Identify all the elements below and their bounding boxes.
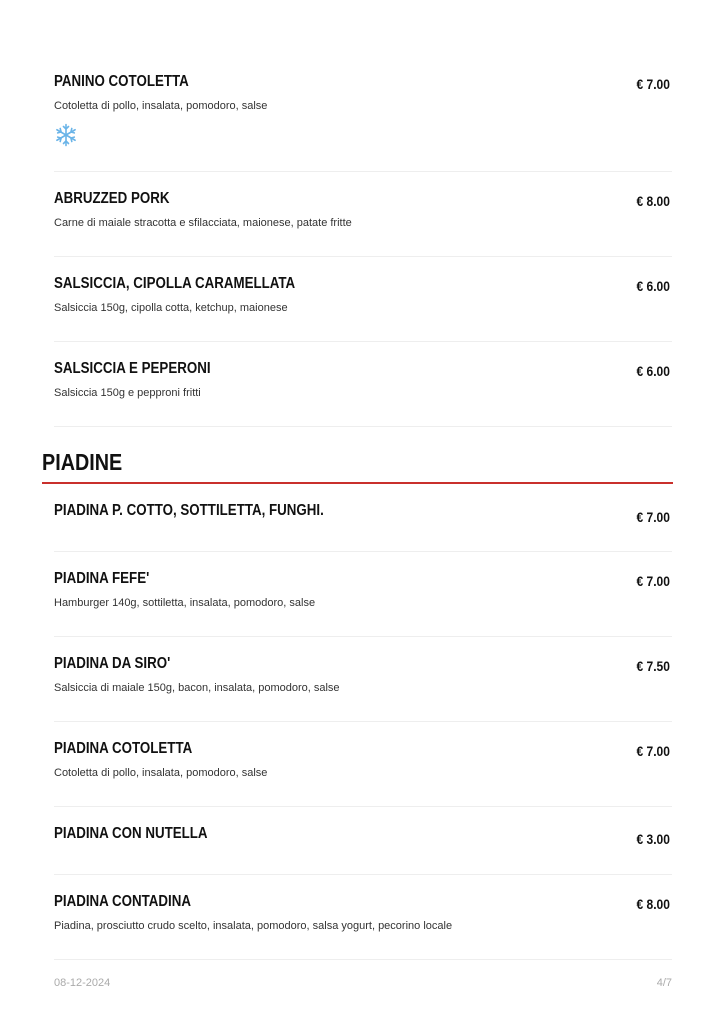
item-name: PIADINA DA SIRO' xyxy=(54,655,171,672)
item-description: Cotoletta di pollo, insalata, pomodoro, salse xyxy=(54,767,268,779)
snowflake-icon xyxy=(54,123,78,147)
page-number: 4/7 xyxy=(656,977,672,989)
menu-item xyxy=(54,502,672,552)
menu-item xyxy=(54,655,672,722)
menu-item xyxy=(54,825,672,875)
menu-item xyxy=(54,570,672,637)
section-divider xyxy=(42,482,673,484)
item-description: Piadina, prosciutto crudo scelto, insalata, pomodoro, salsa yogurt, pecorino locale xyxy=(54,920,453,932)
item-price: € 6.00 xyxy=(636,278,670,294)
item-price: € 7.00 xyxy=(636,743,670,759)
item-price: € 6.00 xyxy=(636,363,670,379)
item-price: € 7.00 xyxy=(636,76,670,92)
item-price: € 3.00 xyxy=(636,831,670,847)
section-title: PIADINE xyxy=(42,449,123,475)
menu-item xyxy=(54,360,672,427)
item-name: ABRUZZED PORK xyxy=(54,190,170,207)
item-price: € 8.00 xyxy=(636,193,670,209)
item-price: € 7.00 xyxy=(636,573,670,589)
item-description: Salsiccia 150g e pepproni fritti xyxy=(54,387,201,399)
footer-date: 08-12-2024 xyxy=(54,977,111,989)
item-description: Salsiccia di maiale 150g, bacon, insalata, pomodoro, salse xyxy=(54,682,340,694)
item-name: SALSICCIA E PEPERONI xyxy=(54,360,211,377)
item-name: PIADINA CON NUTELLA xyxy=(54,825,208,842)
item-name: PIADINA COTOLETTA xyxy=(54,740,193,757)
item-price: € 7.00 xyxy=(636,509,670,525)
item-description: Hamburger 140g, sottiletta, insalata, pomodoro, salse xyxy=(54,597,316,609)
menu-item xyxy=(54,893,672,960)
item-name: PANINO COTOLETTA xyxy=(54,73,189,90)
item-name: SALSICCIA, CIPOLLA CARAMELLATA xyxy=(54,275,296,292)
item-description: Salsiccia 150g, cipolla cotta, ketchup, maionese xyxy=(54,302,288,314)
item-name: PIADINA P. COTTO, SOTTILETTA, FUNGHI. xyxy=(54,502,324,519)
item-price: € 7.50 xyxy=(636,658,670,674)
item-description: Carne di maiale stracotta e sfilacciata, maionese, patate fritte xyxy=(54,217,352,229)
item-price: € 8.00 xyxy=(636,896,670,912)
item-description: Cotoletta di pollo, insalata, pomodoro, salse xyxy=(54,100,268,112)
menu-item xyxy=(54,190,672,257)
menu-item xyxy=(54,740,672,807)
item-name: PIADINA CONTADINA xyxy=(54,893,192,910)
menu-item xyxy=(54,275,672,342)
menu-item xyxy=(54,73,672,172)
item-name: PIADINA FEFE' xyxy=(54,570,150,587)
